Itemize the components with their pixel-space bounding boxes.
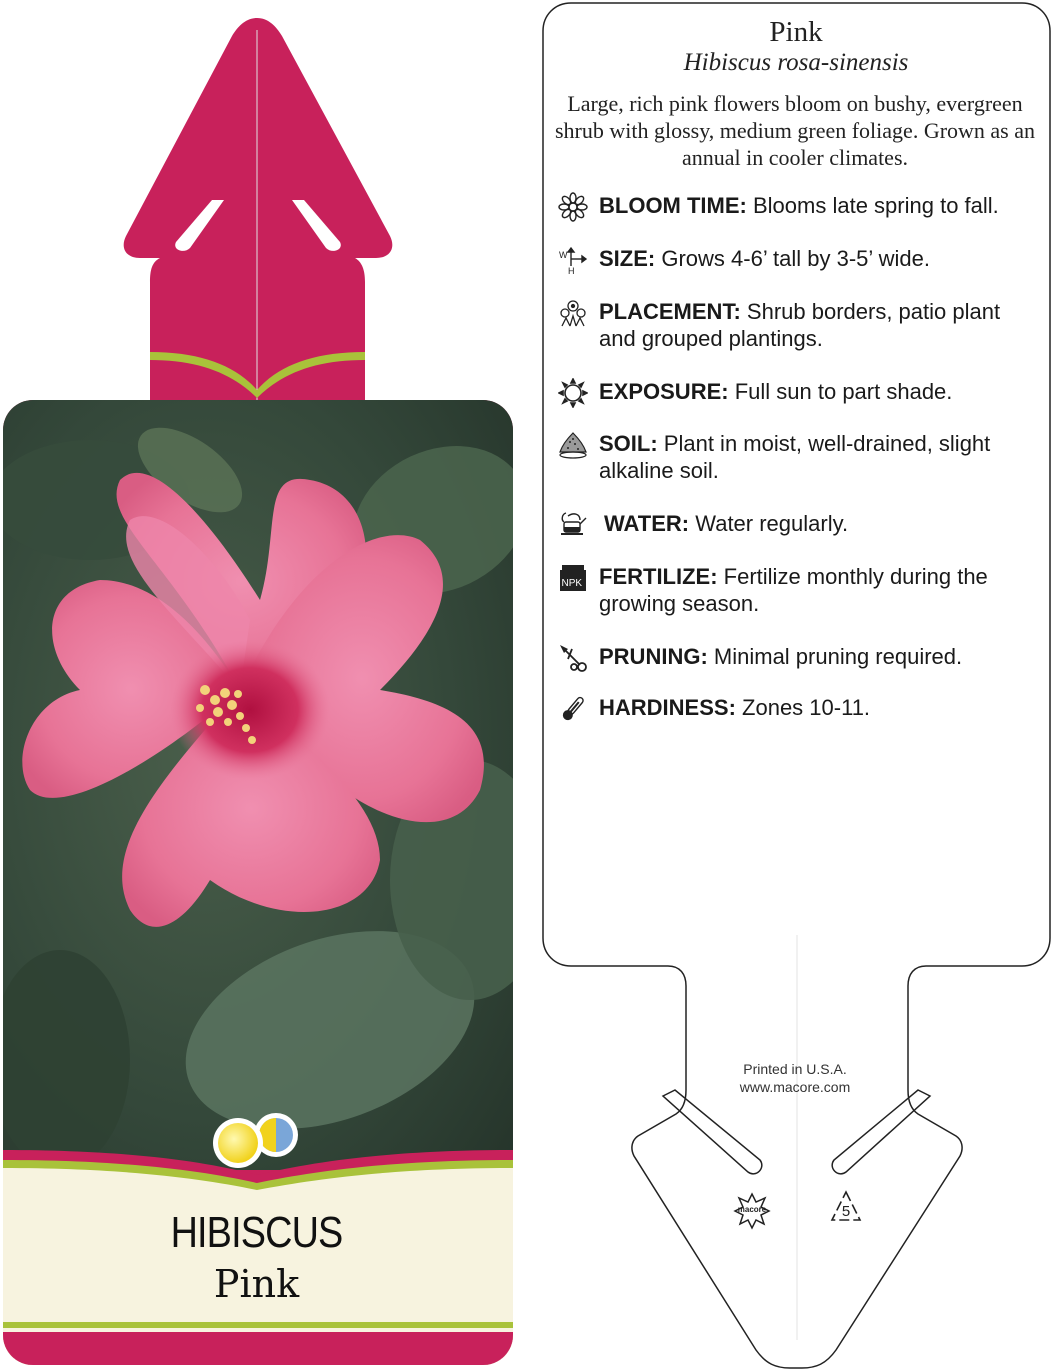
care-value: Fertilize monthly during the growing season. (599, 564, 988, 616)
care-value: Zones 10-11. (742, 695, 871, 720)
flower-icon (558, 192, 588, 222)
front-photo (0, 400, 551, 1170)
care-text (599, 192, 1029, 219)
macore-logo-text: macore (737, 1205, 767, 1214)
npk-label: NPK (561, 578, 583, 589)
size-arrows-icon (558, 245, 588, 275)
plant-description: Large, rich pink flowers bloom on bushy, evergreen shrub with glossy, medium green foliage. Grown as an annual in cooler climates. (554, 91, 1036, 170)
care-label: PRUNING: (599, 644, 708, 669)
care-label: HARDINESS: (599, 695, 736, 720)
care-text (599, 430, 1029, 484)
front-tag (0, 18, 551, 1369)
care-value: Shrub borders, patio plant and grouped plantings. (599, 299, 1001, 351)
plant-common-name: HIBISCUS (170, 1208, 343, 1257)
plants-icon (558, 298, 588, 328)
front-arrow-top (124, 18, 393, 400)
care-text (604, 510, 1034, 537)
care-text (599, 298, 1029, 352)
care-text (599, 643, 1029, 670)
care-label: SOIL: (599, 431, 658, 456)
care-value: Grows 4-6’ tall by 3-5’ wide. (661, 246, 930, 271)
fertilizer-icon (558, 563, 588, 593)
care-text (599, 245, 1029, 272)
care-text (599, 563, 1029, 617)
back-title: Pink (769, 16, 823, 48)
care-value: Minimal pruning required. (713, 644, 963, 669)
soil-icon (558, 430, 588, 460)
care-value: Blooms late spring to fall. (753, 193, 999, 218)
plant-variety-name: Pink (213, 1262, 300, 1306)
care-label: SIZE: (599, 246, 656, 271)
watering-can-icon (558, 510, 588, 540)
care-label: EXPOSURE: (599, 379, 729, 404)
macore-website: www.macore.com (739, 1079, 851, 1095)
front-label-area (3, 1150, 513, 1369)
care-text (599, 378, 1029, 405)
care-value: Full sun to part shade. (734, 379, 953, 404)
recycle-number: 5 (841, 1203, 851, 1220)
care-label: BLOOM TIME: (599, 193, 747, 218)
printed-in-usa: Printed in U.S.A. (743, 1061, 847, 1077)
care-label: FERTILIZE: (599, 564, 718, 589)
care-value: Water regularly. (695, 511, 849, 536)
care-label: PLACEMENT: (599, 299, 741, 324)
botanical-name: Hibiscus rosa-sinensis (683, 49, 909, 76)
sun-icon (558, 378, 588, 408)
care-label: WATER: (604, 511, 690, 536)
pruners-icon (558, 643, 588, 673)
care-text (599, 694, 1029, 721)
care-value: Plant in moist, well-drained, slight alkaline soil. (599, 431, 991, 483)
thermometer-icon (558, 694, 588, 724)
size-w-letter: W (559, 250, 568, 260)
size-h-letter: H (568, 266, 575, 275)
